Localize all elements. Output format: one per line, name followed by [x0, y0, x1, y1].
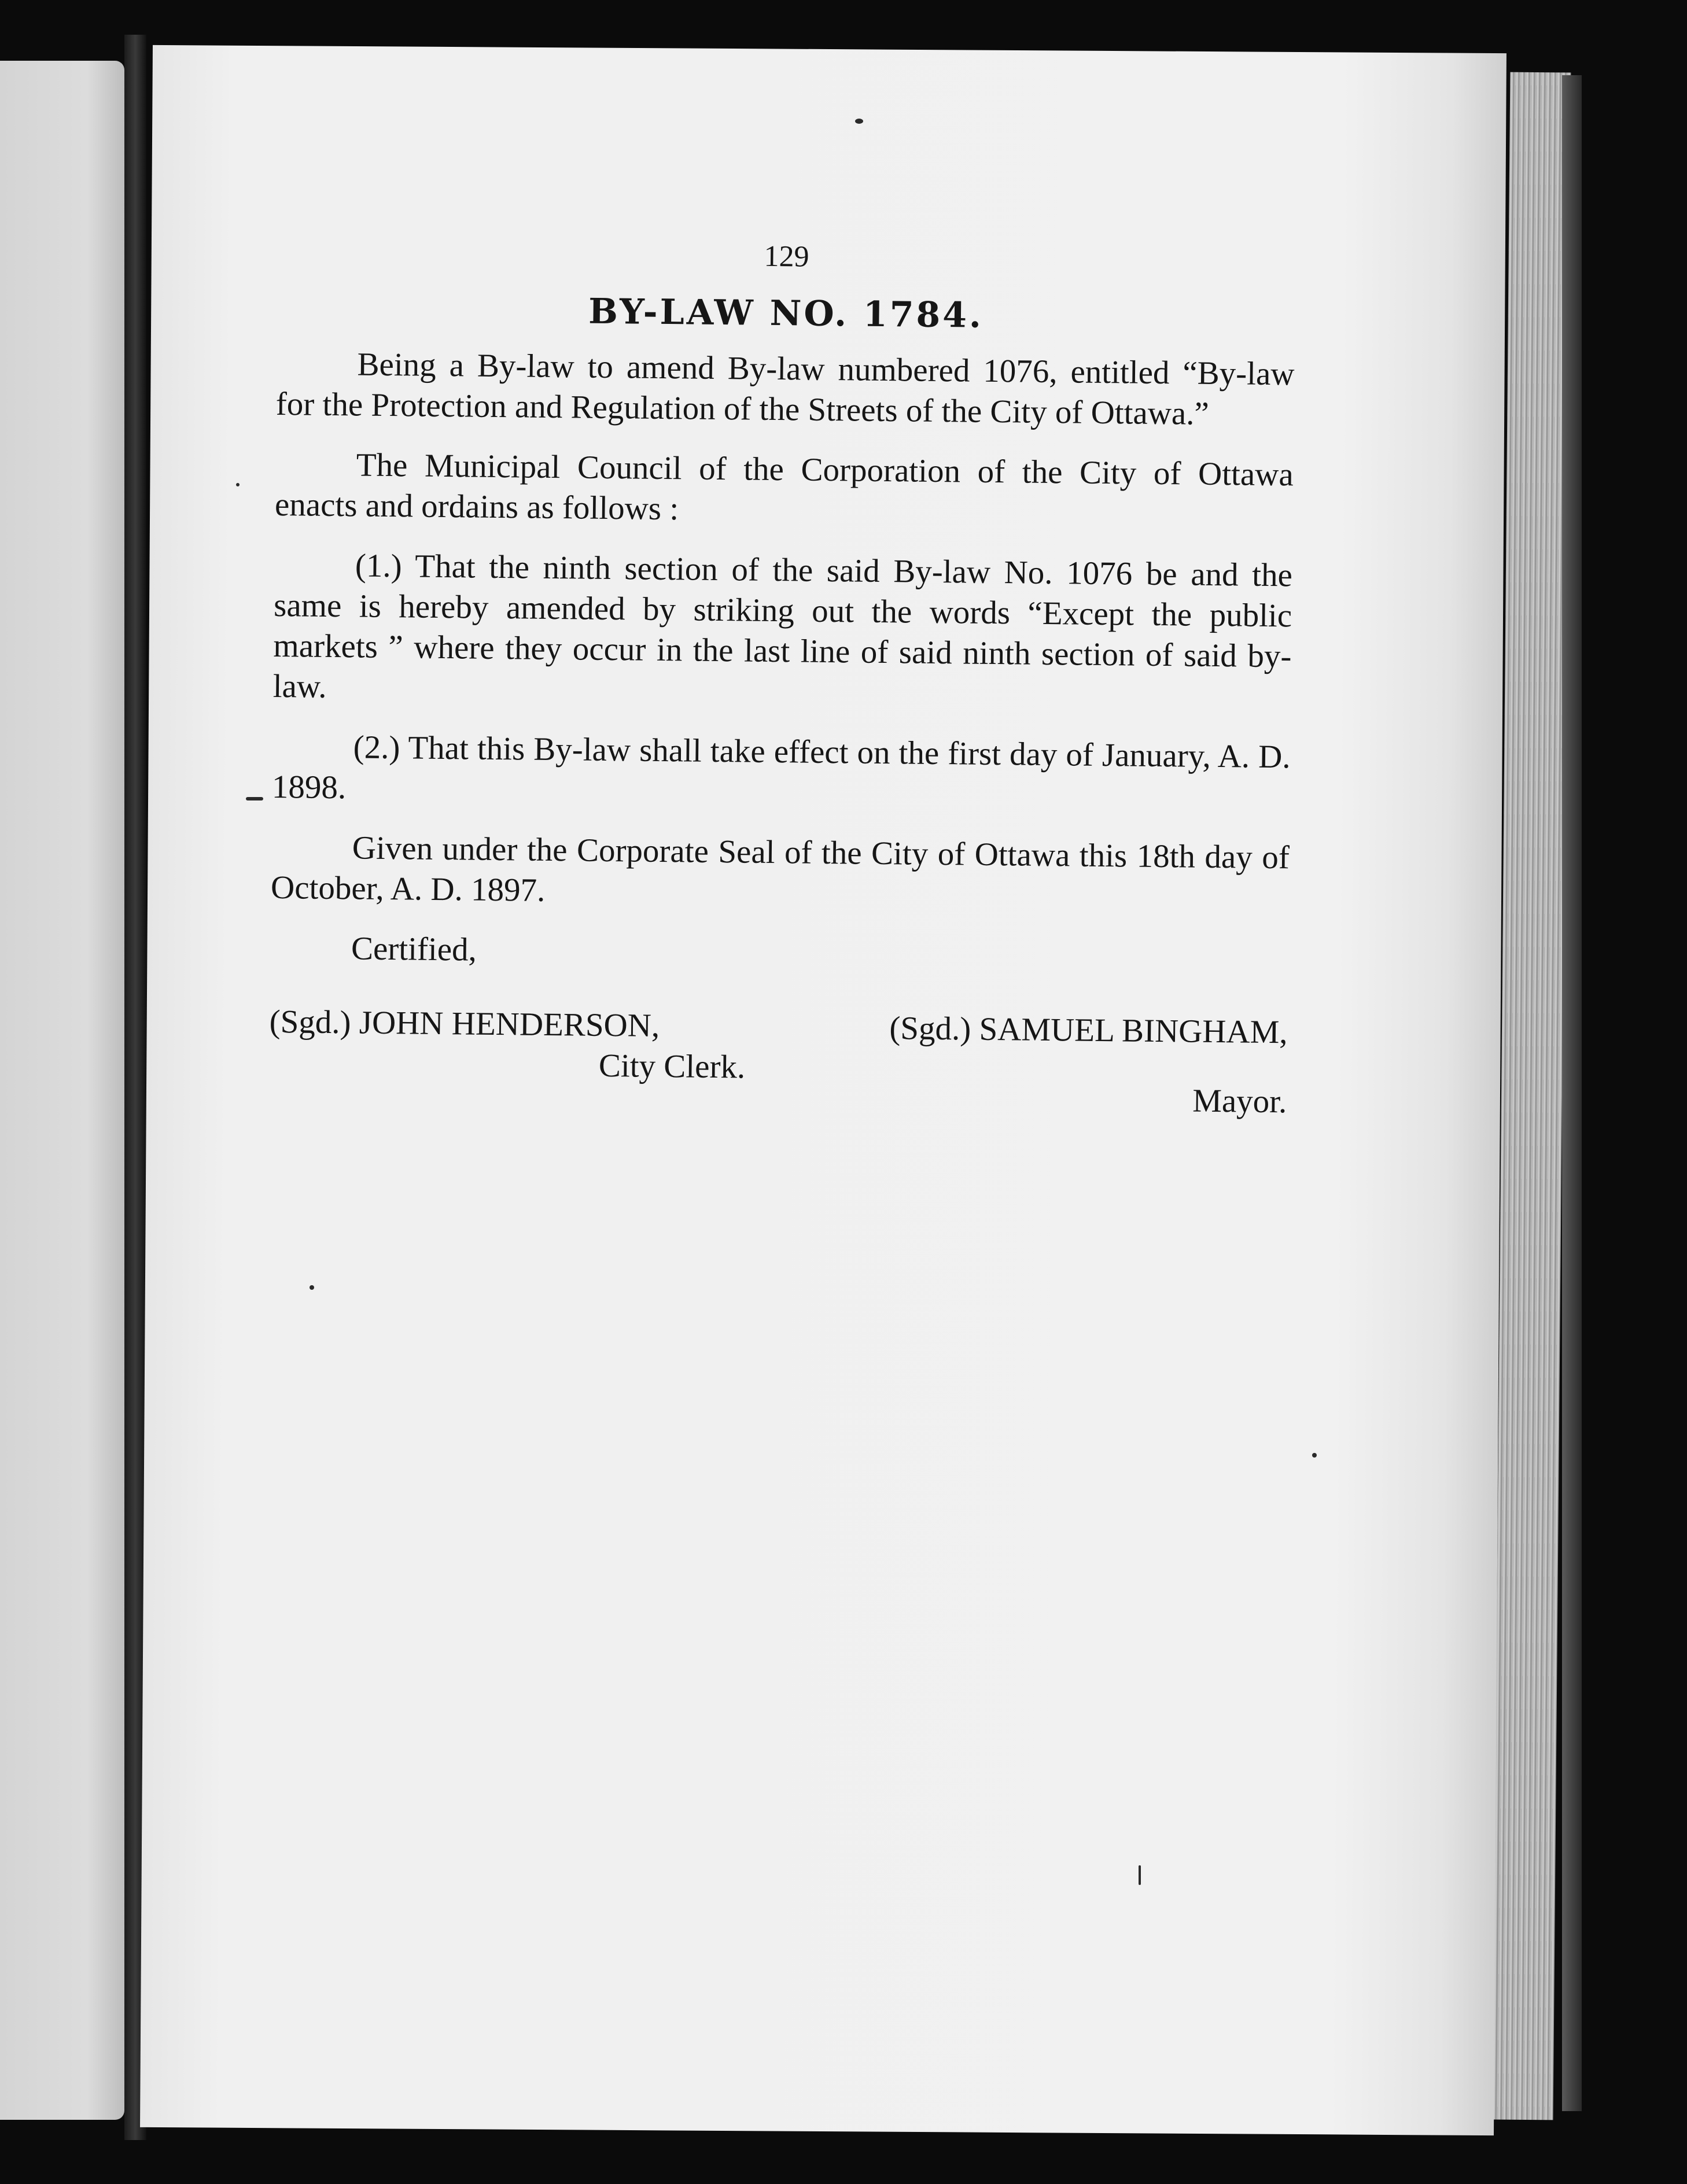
mayor-signature: (Sgd.) SAMUEL BINGHAM,	[889, 1010, 1288, 1051]
ink-speck	[310, 1285, 314, 1290]
document-text	[268, 231, 1296, 1134]
page-number: 129	[764, 239, 809, 274]
mayor-title: Mayor.	[1192, 1082, 1287, 1120]
certified-label: Certified,	[351, 930, 477, 968]
ink-speck	[855, 119, 863, 124]
ink-speck	[236, 483, 240, 486]
left-page-edge	[0, 61, 124, 2120]
section-1-paragraph: (1.) That the ninth section of the said By-law No. 1076 be and the same is hereby amended by striking out the words “Except the public markets ” where they occur in the last line of said ninth section of said by-law.	[272, 547, 1293, 705]
bylaw-title: BY-LAW NO. 1784.	[588, 291, 984, 336]
enactment-paragraph: The Municipal Council of the Corporation of the City of Ottawa enacts and ordains as follows :	[274, 447, 1294, 527]
ink-speck	[1139, 1865, 1141, 1885]
clerk-title: City Clerk.	[598, 1047, 746, 1086]
cover-edge	[1562, 75, 1582, 2111]
clerk-signature: (Sgd.) JOHN HENDERSON,	[269, 1003, 660, 1044]
signature-titles	[268, 1042, 1287, 1134]
section-2-paragraph: (2.) That this By-law shall take effect on the first day of January, A. D. 1898.	[271, 729, 1291, 806]
ink-speck	[1312, 1453, 1317, 1458]
given-under-paragraph: Given under the Corporate Seal of the City of Ottawa this 18th day of October, A. D. 1897.	[270, 829, 1290, 909]
ink-speck	[246, 797, 263, 800]
preamble-paragraph: Being a By-law to amend By-law numbered 1076, entitled “By-law for the Protection and Regulation of the Streets of the City of Ottawa.”	[275, 346, 1295, 432]
